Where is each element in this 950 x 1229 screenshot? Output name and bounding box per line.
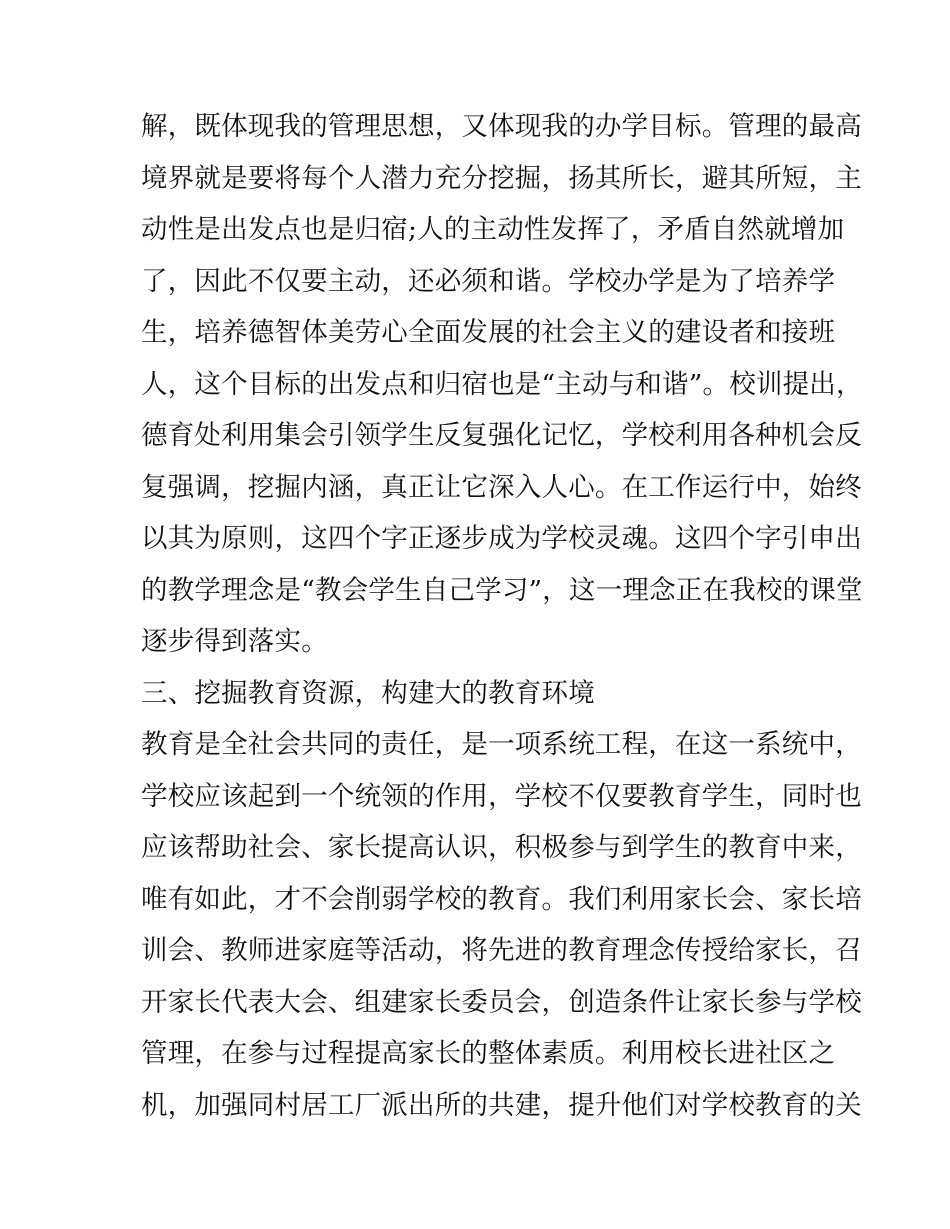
text-line: 德育处利用集会引领学生反复强化记忆，学校利用各种机会反 xyxy=(141,420,862,451)
text-line: 复强调，挖掘内涵，真正让它深入人心。在工作运行中，始终 xyxy=(141,471,862,503)
text-line: 唯有如此，才不会削弱学校的教育。我们利用家长会、家长培 xyxy=(141,883,862,915)
text-line: 学校应该起到一个统领的作用，学校不仅要教育学生，同时也 xyxy=(141,780,862,812)
text-line: 以其为原则，这四个字正逐步成为学校灵魂。这四个字引申出 xyxy=(141,523,862,554)
text-line: 了，因此不仅要主动，还必须和谐。学校办学是为了培养学 xyxy=(141,265,836,297)
text-line: 机，加强同村居工厂派出所的共建，提升他们对学校教育的关 xyxy=(141,1089,862,1121)
text-line: 应该帮助社会、家长提高认识，积极参与到学生的教育中来， xyxy=(141,832,862,863)
text-line: 的教学理念是“教会学生自己学习”，这一理念正在我校的课堂 xyxy=(141,574,863,606)
text-line: 逐步得到落实。 xyxy=(141,626,328,657)
text-line: 开家长代表大会、组建家长委员会，创造条件让家长参与学校 xyxy=(141,986,862,1018)
text-line: 生，培养德智体美劳心全面发展的社会主义的建设者和接班 xyxy=(141,317,836,348)
text-line: 教育是全社会共同的责任，是一项系统工程，在这一系统中， xyxy=(141,729,862,760)
text-line: 人，这个目标的出发点和归宿也是“主动与和谐”。校训提出， xyxy=(141,368,863,400)
body-text xyxy=(141,101,863,1131)
text-line: 动性是出发点也是归宿;人的主动性发挥了，矛盾自然就增加 xyxy=(141,214,845,245)
text-line: 管理，在参与过程提高家长的整体素质。利用校长进社区之 xyxy=(141,1038,836,1069)
text-line: 解，既体现我的管理思想，又体现我的办学目标。管理的最高 xyxy=(141,111,862,142)
text-line: 境界就是要将每个人潜力充分挖掘，扬其所长，避其所短，主 xyxy=(141,162,862,194)
text-line: 训会、教师进家庭等活动，将先进的教育理念传授给家长，召 xyxy=(141,935,862,966)
section-heading: 三、挖掘教育资源，构建大的教育环境 xyxy=(141,677,595,709)
